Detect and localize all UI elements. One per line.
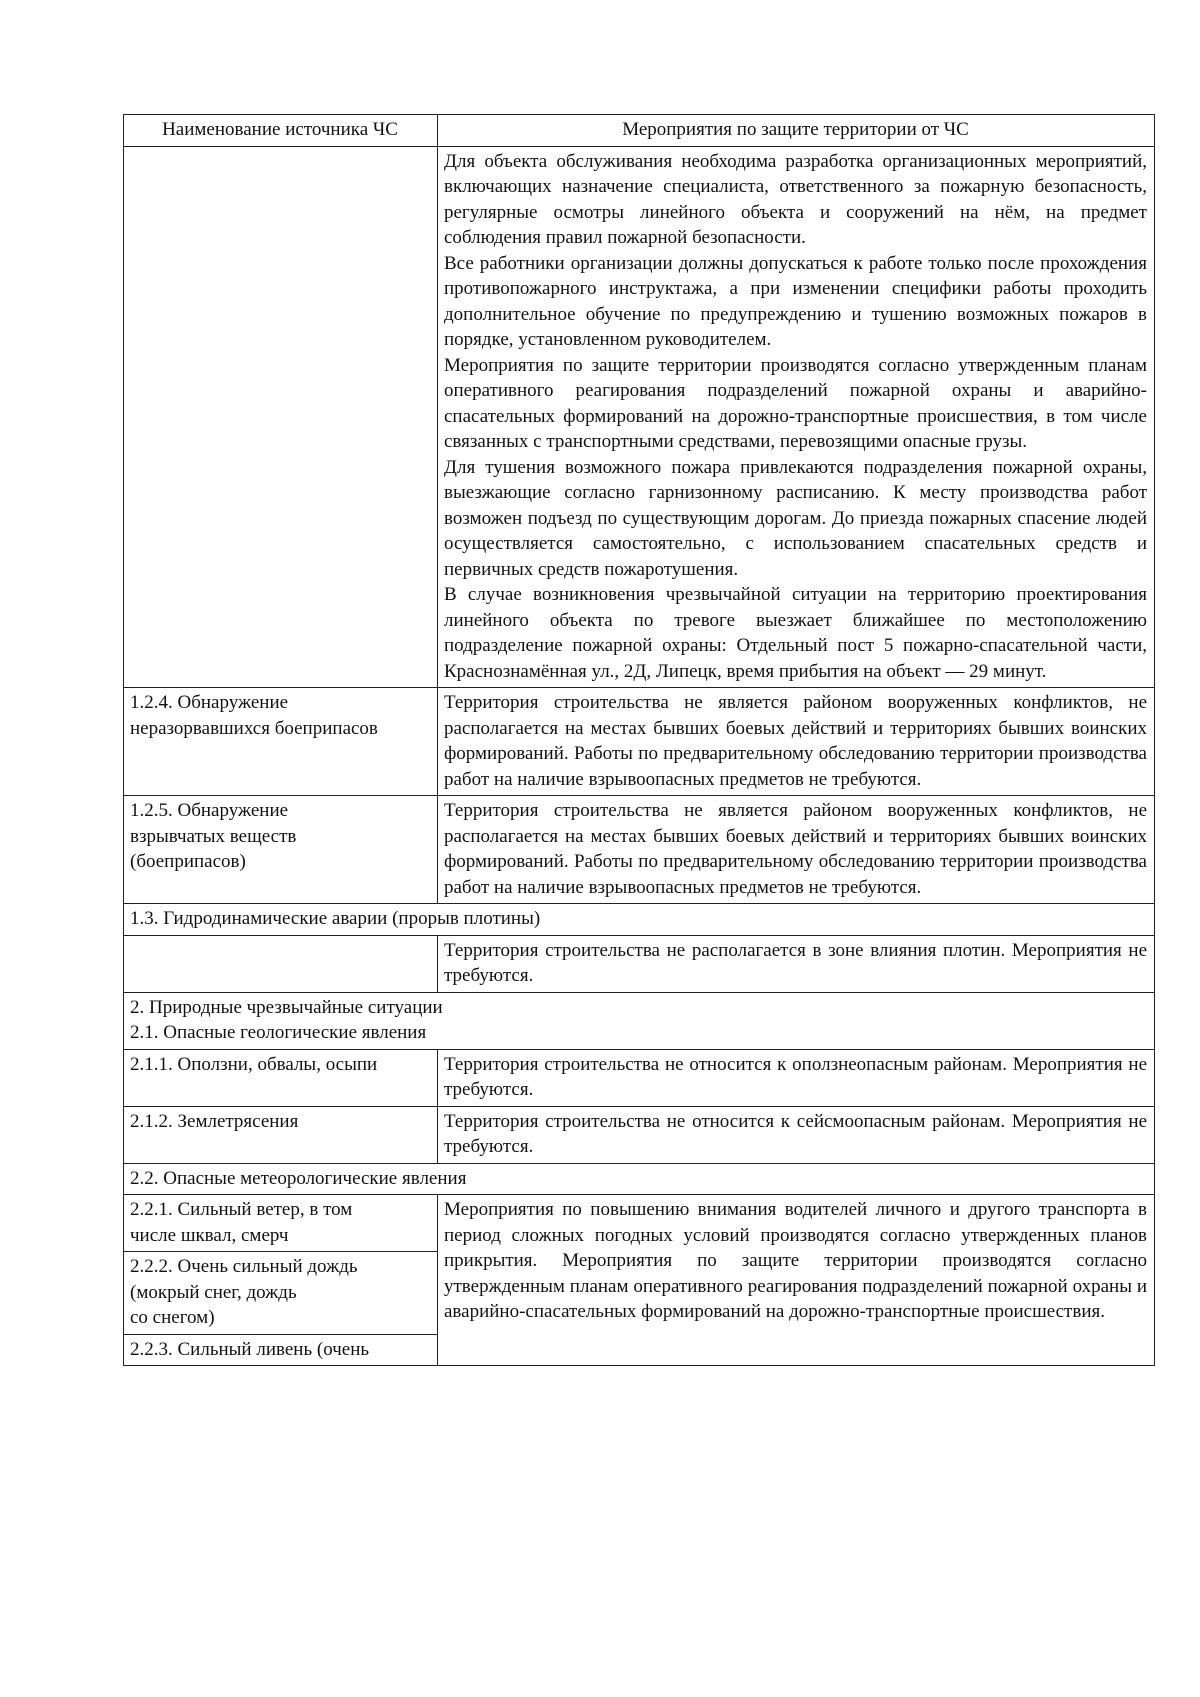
measures-cell [438, 935, 1155, 992]
header-source-name: Наименование источника ЧС [124, 115, 438, 147]
measures-cell [438, 1049, 1155, 1106]
table-row [124, 796, 1155, 904]
table-row [124, 1106, 1155, 1163]
table-header-row [124, 115, 1155, 147]
section-heading: 2. Природные чрезвычайные ситуации 2.1. Опасные геологические явления [124, 992, 1155, 1049]
source-name-subcell: 2.2.1. Сильный ветер, в том числе шквал, смерч [124, 1195, 437, 1252]
source-name-subcell: 2.2.2. Очень сильный дождь (мокрый снег, дождь со снегом) [124, 1252, 437, 1335]
source-name-cell: 1.2.4. Обнаружение неразорвавшихся боеприпасов [124, 688, 438, 796]
header-measures: Мероприятия по защите территории от ЧС [438, 115, 1155, 147]
paragraph: Территория строительства не относится к оползнеопасным районам. Мероприятия не требуются. [444, 1053, 1147, 1100]
paragraph: Территория строительства не является районом вооруженных конфликтов, не располагается на местах бывших боевых действий и территориях бывших воинских формирований. Работы по предварительному обследованию территории производства работ на наличие взрывоопасных предметов не требуются. [444, 692, 1147, 790]
table-row [124, 1195, 1155, 1366]
section-heading: 2.2. Опасные метеорологические явления [124, 1163, 1155, 1195]
section-heading: 1.3. Гидродинамические аварии (прорыв плотины) [124, 904, 1155, 936]
source-name-cell-empty [124, 146, 438, 688]
source-name-cell-empty [124, 935, 438, 992]
emergency-measures-table [123, 114, 1155, 1366]
paragraph: Для объекта обслуживания необходима разработка организационных мероприятий, включающих назначение специалиста, ответственного за пожарную безопасность, регулярные осмотры линейного объекта и сооружений на нём, на предмет соблюдения правил пожарной безопасности. [444, 150, 1147, 248]
source-name-cell-group [124, 1195, 438, 1366]
source-name-subcell: 2.2.3. Сильный ливень (очень [130, 1338, 370, 1360]
fire-measures-cell [438, 146, 1155, 688]
section-row [124, 904, 1155, 936]
paragraph: Территория строительства не располагается в зоне влияния плотин. Мероприятия не требуются. [444, 939, 1147, 986]
paragraph: Территория строительства не является районом вооруженных конфликтов, не располагается на местах бывших боевых действий и территориях бывших воинских формирований. Работы по предварительному обследованию территории производства работ на наличие взрывоопасных предметов не требуются. [444, 800, 1147, 898]
paragraph: Мероприятия по повышению внимания водителей личного и другого транспорта в период сложных погодных условий производятся согласно утвержденных планов прикрытия. Мероприятия по защите территории производятся согласно утвержденным планам оперативного реагирования подразделений пожарной охраны и аварийно-спасательных формирований на дорожно-транспортные происшествия. [444, 1199, 1147, 1322]
measures-cell [438, 688, 1155, 796]
section-row [124, 1163, 1155, 1195]
measures-cell [438, 796, 1155, 904]
table-row [124, 1049, 1155, 1106]
paragraph: Все работники организации должны допускаться к работе только после прохождения противопожарного инструктажа, а при изменении специфики работы проходить дополнительное обучение по предупреждению и тушению возможных пожаров в порядке, установленном руководителем. [444, 252, 1147, 350]
measures-cell [438, 1195, 1155, 1366]
source-name-cell: 1.2.5. Обнаружение взрывчатых веществ (боеприпасов) [124, 796, 438, 904]
measures-cell [438, 1106, 1155, 1163]
source-name-cell: 2.1.1. Оползни, обвалы, осыпи [124, 1049, 438, 1106]
section-row [124, 992, 1155, 1049]
paragraph: В случае возникновения чрезвычайной ситуации на территорию проектирования линейного объекта по тревоге выезжает ближайшее по местоположению подразделение пожарной охраны: Отдельный пост 5 пожарно-спасательной части, Краснознамённая ул., 2Д, Липецк, время прибытия на объект — 29 минут. [444, 584, 1147, 682]
paragraph: Мероприятия по защите территории производятся согласно утвержденным планам оперативного реагирования подразделений пожарной охраны и аварийно-спасательных формирований на дорожно-транспортные происшествия, в том числе связанных с транспортными средствами, перевозящими опасные грузы. [444, 354, 1147, 452]
table-row [124, 935, 1155, 992]
table-row [124, 146, 1155, 688]
table-row [124, 688, 1155, 796]
source-name-cell: 2.1.2. Землетрясения [124, 1106, 438, 1163]
paragraph: Территория строительства не относится к сейсмоопасным районам. Мероприятия не требуются. [444, 1110, 1147, 1157]
paragraph: Для тушения возможного пожара привлекаются подразделения пожарной охраны, выезжающие согласно гарнизонному расписанию. К месту производства работ возможен подъезд по существующим дорогам. До приезда пожарных спасение людей осуществляется самостоятельно, с использованием спасательных средств и первичных средств пожаротушения. [444, 456, 1147, 580]
